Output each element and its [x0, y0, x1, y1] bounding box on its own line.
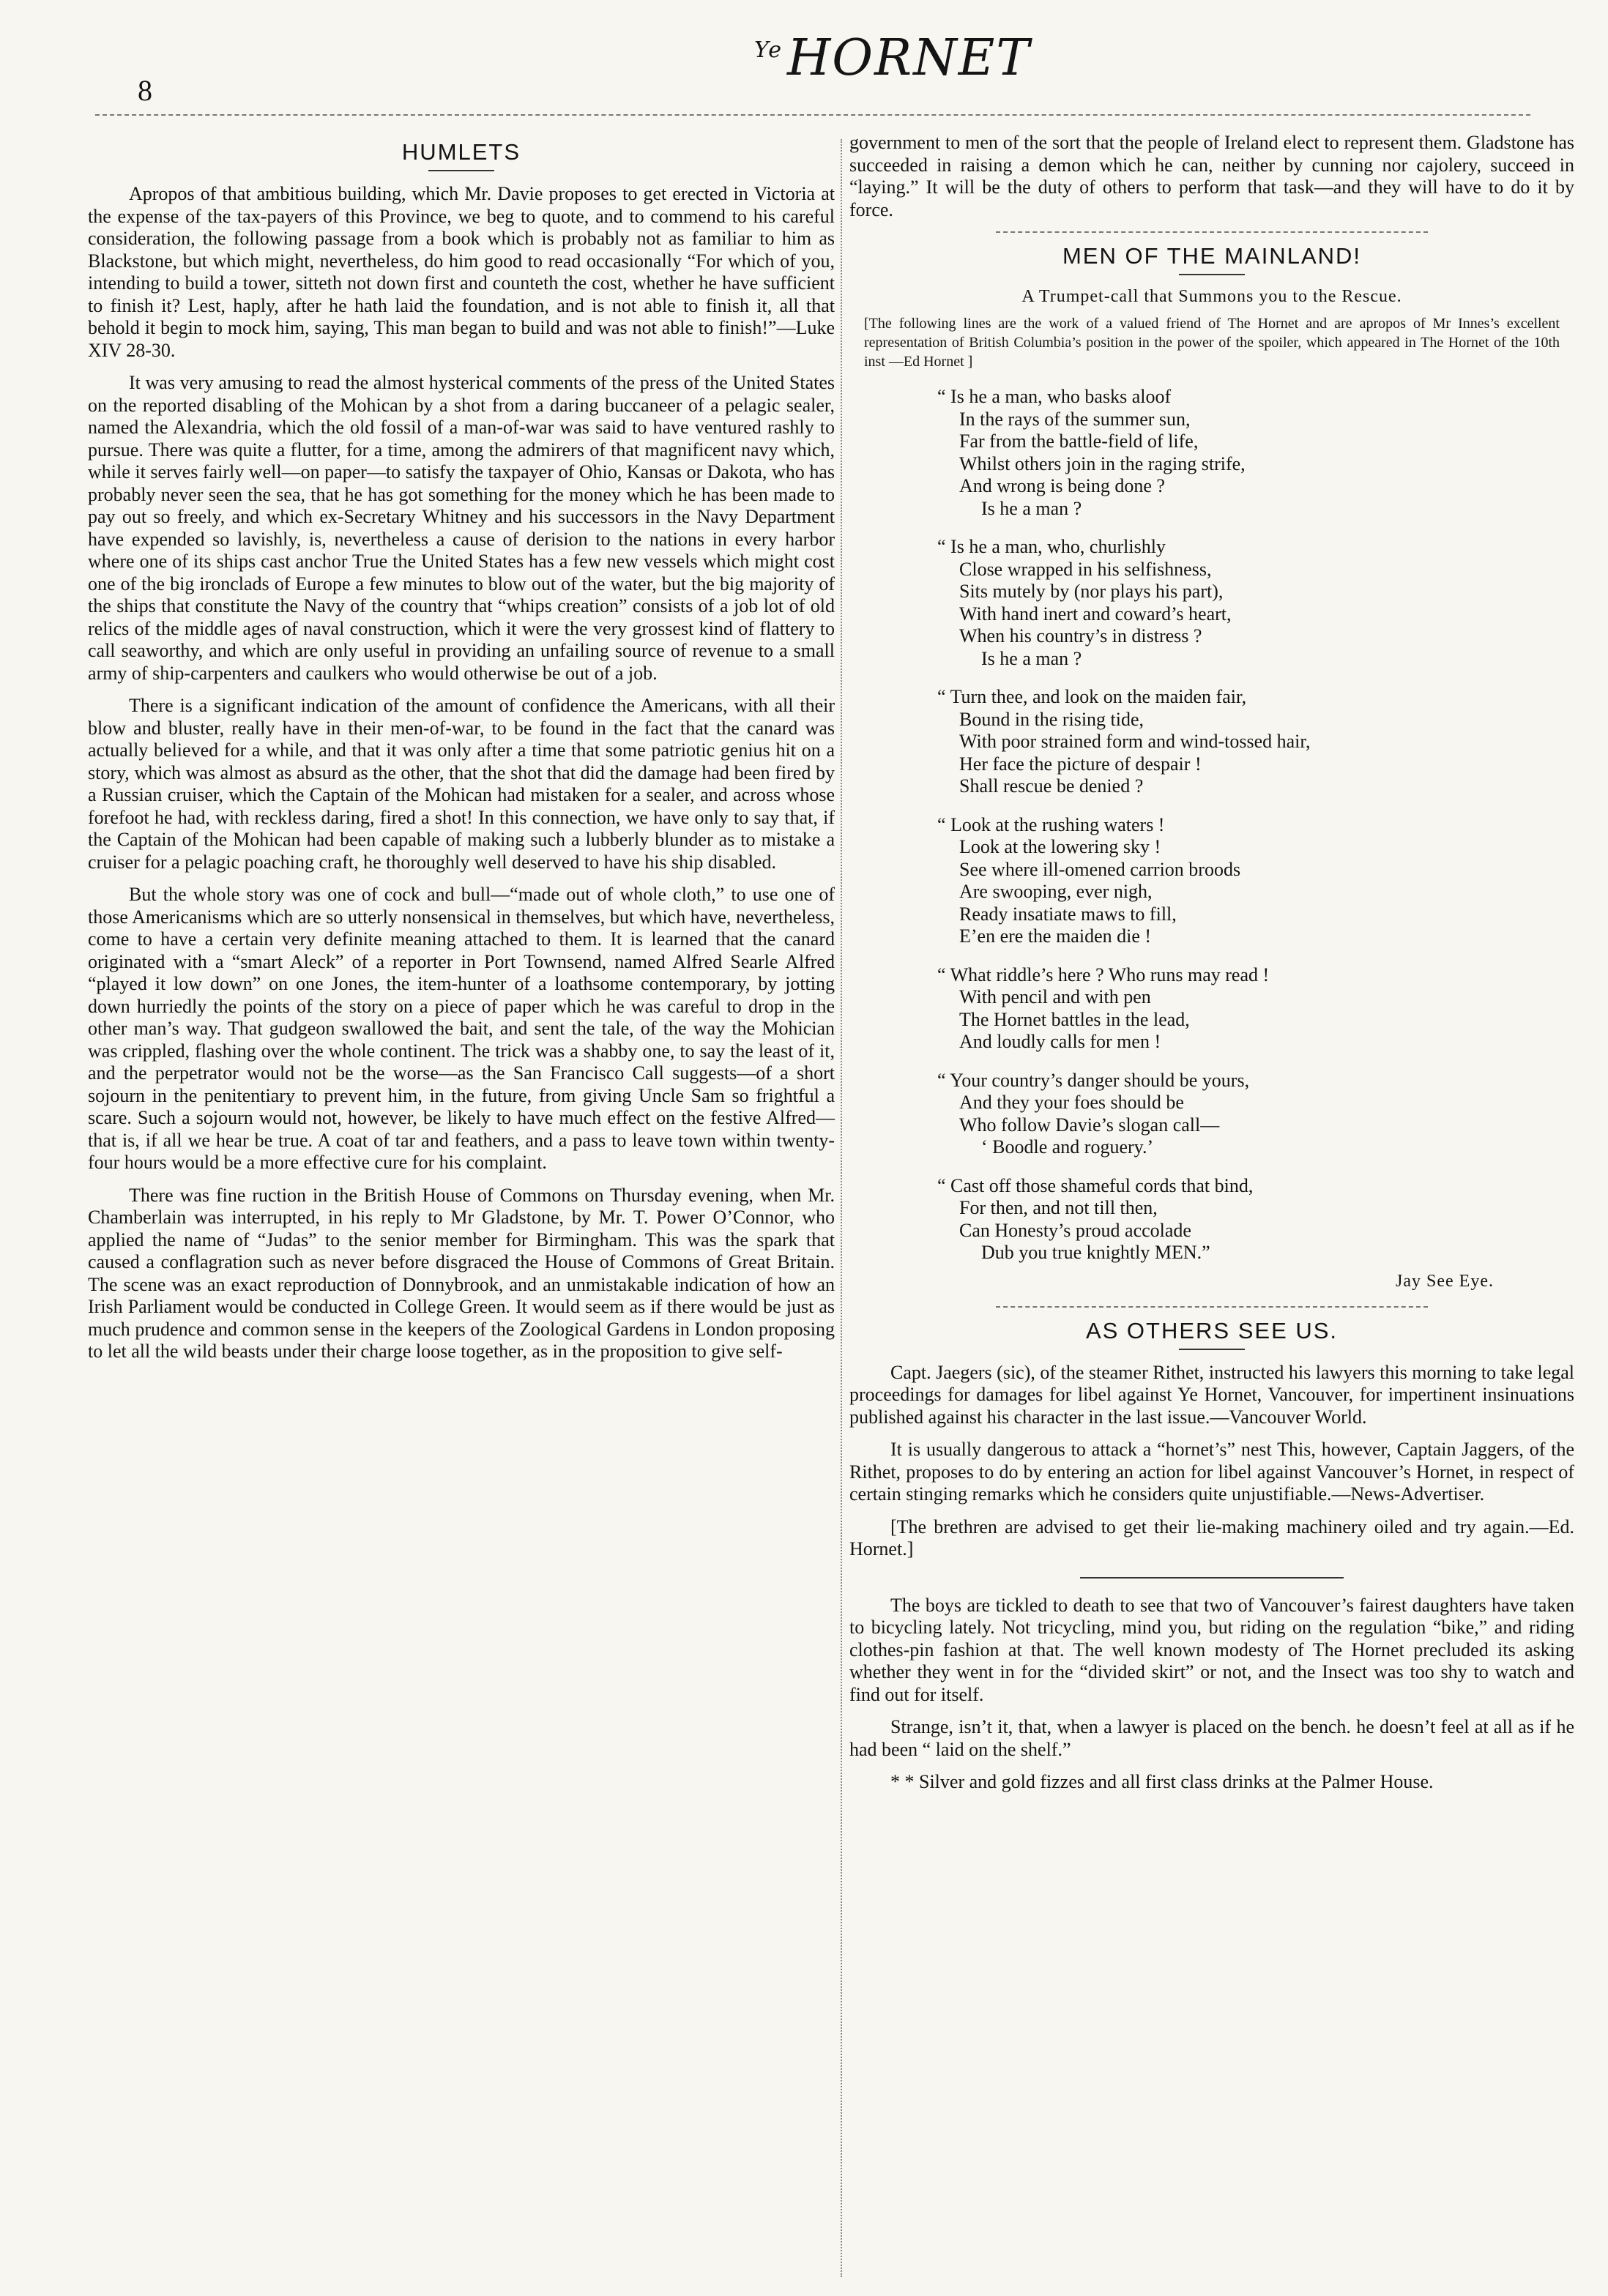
- humlets-paragraph-5: There was fine ruction in the British House of Commons on Thursday evening, when Mr. Chamberlain was interrupted, in his reply to Mr Gladstone, by Mr. T. Power O’Connor, who applied the name of “Judas” to the senior member for Birmingham. This was the spark that caused a conflagration such as never before disgraced the House of Commons of Great Britain. The scene was an exact reproduction of Donnybrook, and an unmistakable indication of how an Irish Parliament would be conducted in College Green. It would seem as if there would be just as much prudence and common sense in the keepers of the Zoological Gardens in London proposing to let all the wild beasts under their charge loose together, as in the proposition to give self-: [88, 1184, 835, 1362]
- heading-rule: [1179, 274, 1245, 275]
- masthead: [754, 29, 1031, 87]
- poem-line: Can Honesty’s proud accolade: [959, 1219, 1191, 1241]
- others-paragraph-2: It is usually dangerous to attack a “hornet’s” nest This, however, Captain Jaggers, of the Rithet, proposes to do by entering an action for libel against Vancouver’s Hornet, in respect of certain stinging remarks which he considers quite unjustifiable.—News-Advertiser.: [849, 1439, 1574, 1505]
- poem-line: Is he a man ?: [981, 497, 1082, 519]
- left-column: [88, 132, 835, 1374]
- right-column: [849, 132, 1574, 1804]
- poem-signature: Jay See Eye.: [1396, 1271, 1494, 1291]
- column-divider: [841, 139, 842, 2277]
- poem-line: “ Is he a man, who, churlishly: [937, 536, 1166, 557]
- heading-rule: [1179, 1349, 1245, 1350]
- poem-stanza-3: [937, 686, 1574, 798]
- poem-line: Is he a man ?: [981, 647, 1082, 669]
- humlets-paragraph-1: Apropos of that ambitious building, which Mr. Davie proposes to get erected in Victoria at the expense of the tax-payers of this Province, we beg to quote, and to commend to his careful consideration, the following passage from a book which is probably not as familiar to him as Blackstone, but which might, nevertheless, do him good to read occasionally “For which of you, intending to build a tower, sitteth not down first and counteth the cost, whether he have sufficient to finish it? Lest, haply, after he hath laid the foundation, and is not able to finish it, all that behold it begin to mock him, saying, This man began to build and was not able to finish!”—Luke XIV 28-30.: [88, 183, 835, 361]
- masthead-ye: Ye: [754, 37, 783, 64]
- poem-line: Whilst others join in the raging strife,: [959, 452, 1246, 474]
- poem-line: With pencil and with pen: [959, 986, 1151, 1007]
- poem-stanza-5: [937, 964, 1574, 1054]
- poem-line: Bound in the rising tide,: [959, 708, 1144, 730]
- poem-line: With hand inert and coward’s heart,: [959, 603, 1232, 625]
- poem-line: And they your foes should be: [959, 1092, 1184, 1113]
- humlets-heading: HUMLETS: [401, 139, 521, 165]
- poem-stanza-2: [937, 536, 1574, 670]
- poem-line: Shall rescue be denied ?: [959, 775, 1144, 797]
- humlets-paragraph-2: It was very amusing to read the almost hysterical comments of the press of the United States on the reported disabling of the Mohican by a shot from a daring buccaneer of a pelagic sealer, named the Alexandria, which the old fossil of a man-of-war was said to have ventured rashly to pursue. There was quite a flutter, for a time, among the admirers of that magnificent navy which, while it serves fairly well—on paper—to satisfy the taxpayer of Ohio, Kansas or Dakota, who has probably never seen the sea, that he has got something for the money which he has been made to pay out so freely, and which ex-Secretary Whitney and his successors in the Navy Department have expended so lavishly, is, nevertheless a cause of derision to the nations in every harbor where one of its ships cast anchor True the United States has a few new vessels which might cost one of the big ironclads of Europe a few minutes to blow out of the water, but the big majority of the ships that constitute the Navy of the country that “whips creation” consists of a job lot of old relics of the middle ages of naval construction, which it were the very grossest kind of flattery to call seaworthy, and which are only useful in providing an unfailing source of revenue to a small army of ship-carpenters and caulkers who would otherwise be out of a job.: [88, 372, 835, 684]
- misc-paragraph-3: * * Silver and gold fizzes and all first class drinks at the Palmer House.: [890, 1771, 1434, 1792]
- poem-line: “ Look at the rushing waters !: [937, 813, 1165, 835]
- poem-stanza-4: [937, 814, 1574, 948]
- poem-line: Look at the lowering sky !: [959, 836, 1161, 857]
- poem-line: The Hornet battles in the lead,: [959, 1008, 1190, 1030]
- poem-line: Ready insatiate maws to fill,: [959, 903, 1177, 925]
- mainland-subtitle: A Trumpet-call that Summons you to the Rescue.: [1021, 287, 1402, 306]
- poem-line: “ Is he a man, who basks aloof: [937, 386, 1172, 407]
- poem-line: E’en ere the maiden die !: [959, 925, 1152, 947]
- humlets-continuation: government to men of the sort that the people of Ireland elect to represent them. Gladstone has succeeded in raising a demon which he can, neither by cunning nor cajolery, succeed in “laying.” It will be the duty of others to perform that task—and they will have to do it by force.: [849, 132, 1574, 220]
- others-heading: AS OTHERS SEE US.: [1085, 1317, 1339, 1343]
- poem-stanza-7: [937, 1175, 1574, 1264]
- poem-line: “ What riddle’s here ? Who runs may read !: [937, 963, 1270, 985]
- poem-line: ‘ Boodle and roguery.’: [981, 1136, 1154, 1158]
- section-divider: [1080, 1577, 1344, 1578]
- heading-rule: [428, 170, 494, 171]
- poem-line: “ Your country’s danger should be yours,: [937, 1069, 1250, 1091]
- others-paragraph-1: Capt. Jaegers (sic), of the steamer Rithet, instructed his lawyers this morning to take legal proceedings for damages for libel against Ye Hornet, Vancouver, for impertinent insinuations published against his character in the last issue.—Vancouver World.: [849, 1361, 1574, 1428]
- section-divider: [996, 1306, 1428, 1308]
- poem-line: Dub you true knightly MEN.”: [981, 1242, 1210, 1263]
- poem-line: Far from the battle-field of life,: [959, 430, 1199, 452]
- poem-line: With poor strained form and wind-tossed hair,: [959, 731, 1311, 752]
- masthead-rule: [95, 114, 1530, 116]
- mainland-editor-note: [The following lines are the work of a valued friend of The Hornet and are apropos of Mr Innes’s excellent representation of British Columbia’s position in the power of the spoiler, which appeared in The Hornet of the 10th inst —Ed Hornet ]: [864, 316, 1560, 370]
- poem-line: Sits mutely by (nor plays his part),: [959, 581, 1224, 602]
- misc-paragraph-1: The boys are tickled to death to see that two of Vancouver’s fairest daughters have taken to bicycling lately. Not tricycling, mind you, but riding on the regulation “bike,” and riding clothes-pin fashion at that. The well known modesty of The Hornet precluded its asking whether they went in for the “divided skirt” or not, and the Insect was too shy to watch and find out for itself.: [849, 1594, 1574, 1705]
- humlets-paragraph-3: There is a significant indication of the amount of confidence the Americans, with all their blow and bluster, really have in their men-of-war, to be found in the fact that the canard was actually believed for a while, and that it was only after a time that some patriotic genius hit on a story, which was almost as absurd as the other, that the shot that did the damage had been fired by a Russian cruiser, which the Captain of the Mohican had mistaken for a sealer, and across whose forefoot he had, with reckless daring, fired a shot! In this connection, we have only to say that, if the Captain of the Mohican had been capable of making such a lubberly blunder as to mistake a cruiser for a pelagic poaching craft, he thoroughly well deserved to have his ship disabled.: [88, 695, 835, 873]
- poem-stanza-6: [937, 1070, 1574, 1159]
- mainland-heading: MEN OF THE MAINLAND!: [1062, 243, 1362, 269]
- others-paragraph-3: [The brethren are advised to get their lie-making machinery oiled and try again.—Ed. Hornet.]: [849, 1516, 1574, 1559]
- poem-line: Her face the picture of despair !: [959, 753, 1202, 775]
- poem-line: And loudly calls for men !: [959, 1031, 1161, 1052]
- poem-line: And wrong is being done ?: [959, 475, 1165, 496]
- page-number: 8: [138, 74, 152, 107]
- poem-line: Are swooping, ever nigh,: [959, 881, 1153, 902]
- poem-line: “ Turn thee, and look on the maiden fair,: [937, 686, 1247, 707]
- masthead-title: HORNET: [786, 29, 1031, 87]
- poem-line: When his country’s in distress ?: [959, 625, 1202, 646]
- poem-line: Close wrapped in his selfishness,: [959, 558, 1212, 580]
- poem-stanza-1: [937, 386, 1574, 520]
- misc-paragraph-2: Strange, isn’t it, that, when a lawyer is placed on the bench. he doesn’t feel at all as if he had been “ laid on the shelf.”: [849, 1716, 1574, 1760]
- poem-line: See where ill-omened carrion broods: [959, 858, 1241, 880]
- humlets-paragraph-4: But the whole story was one of cock and bull—“made out of whole cloth,” to use one of those Americanisms which are so utterly nonsensical in themselves, but which have, nevertheless, come to have a certain very definite meaning attached to them. It is learned that the canard originated with a “smart Aleck” of a reporter in Port Townsend, named Alfred Searle Alfred “played it low down” on one Jones, the item-hunter of a loathsome contemporary, by jotting down hurriedly the points of the story on a piece of paper which he was careful to drop in the other man’s way. That gudgeon swallowed the bait, and sent the tale, of the way the Mohician was crippled, flashing over the whole continent. The trick was a shabby one, to say the least of it, and the perpetrator would not be the worse—as the San Francisco Call suggests—of a short sojourn in the penitentiary to prevent him, in the future, from giving Uncle Sam so frightful a scare. Such a sojourn would not, however, be likely to have much effect on the festive Alfred—that is, if all we hear be true. A coat of tar and feathers, and a pass to leave town within twenty-four hours would be a more effective cure for his complaint.: [88, 884, 835, 1173]
- poem-line: In the rays of the summer sun,: [959, 408, 1191, 430]
- poem-line: Who follow Davie’s slogan call—: [959, 1114, 1220, 1136]
- section-divider: [996, 231, 1428, 233]
- poem-line: “ Cast off those shameful cords that bind,: [937, 1174, 1254, 1196]
- poem-line: For then, and not till then,: [959, 1197, 1158, 1218]
